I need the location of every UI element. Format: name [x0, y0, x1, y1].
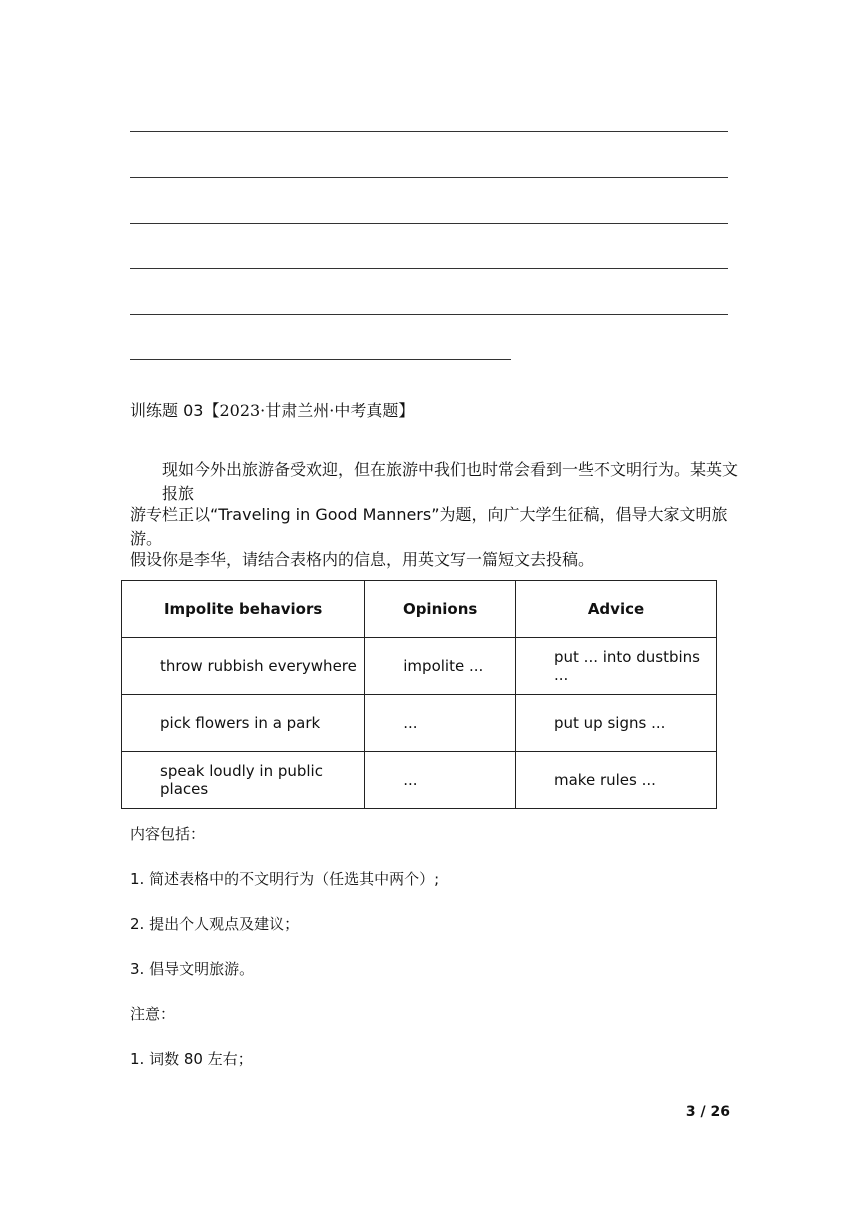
opinion-cell: impolite ...	[365, 638, 516, 695]
answer-line	[130, 223, 728, 224]
notes-label: 注意：	[130, 1005, 176, 1023]
opinion-cell: ...	[365, 752, 516, 809]
intro-line-3: 假设你是李华，请结合表格内的信息，用英文写一篇短文去投稿。	[130, 550, 595, 569]
header-opinions: Opinions	[365, 581, 516, 638]
content-label: 内容包括：	[130, 825, 206, 843]
answer-line	[130, 314, 728, 315]
answer-line-short	[130, 359, 511, 360]
advice-cell: put ... into dustbins ...	[516, 638, 717, 695]
notes-item-1: 1. 词数 80 左右；	[130, 1050, 253, 1068]
header-advice: Advice	[516, 581, 717, 638]
behavior-cell: speak loudly in public places	[122, 752, 365, 809]
page-number: 3 / 26	[685, 1104, 730, 1120]
advice-cell: put up signs ...	[516, 695, 717, 752]
answer-line	[130, 268, 728, 269]
content-item-2: 2. 提出个人观点及建议；	[130, 915, 300, 933]
table-row	[122, 752, 717, 809]
table-row	[122, 638, 717, 695]
header-impolite-behaviors: Impolite behaviors	[122, 581, 365, 638]
intro-line-1: 现如今外出旅游备受欢迎，但在旅游中我们也时常会看到一些不文明行为。某英文报旅	[162, 460, 739, 503]
opinion-cell: ...	[365, 695, 516, 752]
exercise-source: 【2023·甘肃兰州·中考真题】	[203, 401, 415, 420]
advice-cell: make rules ...	[516, 752, 717, 809]
exercise-heading	[130, 398, 414, 421]
answer-line	[130, 131, 728, 132]
table-row	[122, 695, 717, 752]
table-header-row	[122, 581, 717, 638]
content-item-3: 3. 倡导文明旅游。	[130, 960, 255, 978]
exercise-title: 训练题 03	[130, 401, 204, 420]
behavior-cell: throw rubbish everywhere	[122, 638, 365, 695]
answer-line	[130, 177, 728, 178]
behavior-cell: pick flowers in a park	[122, 695, 365, 752]
content-item-1: 1. 简述表格中的不文明行为（任选其中两个）;	[130, 870, 440, 888]
intro-line-2: 游专栏正以“Traveling in Good Manners”为题，向广大学生征稿，倡导大家文明旅游。	[130, 505, 728, 548]
info-table	[121, 580, 717, 809]
